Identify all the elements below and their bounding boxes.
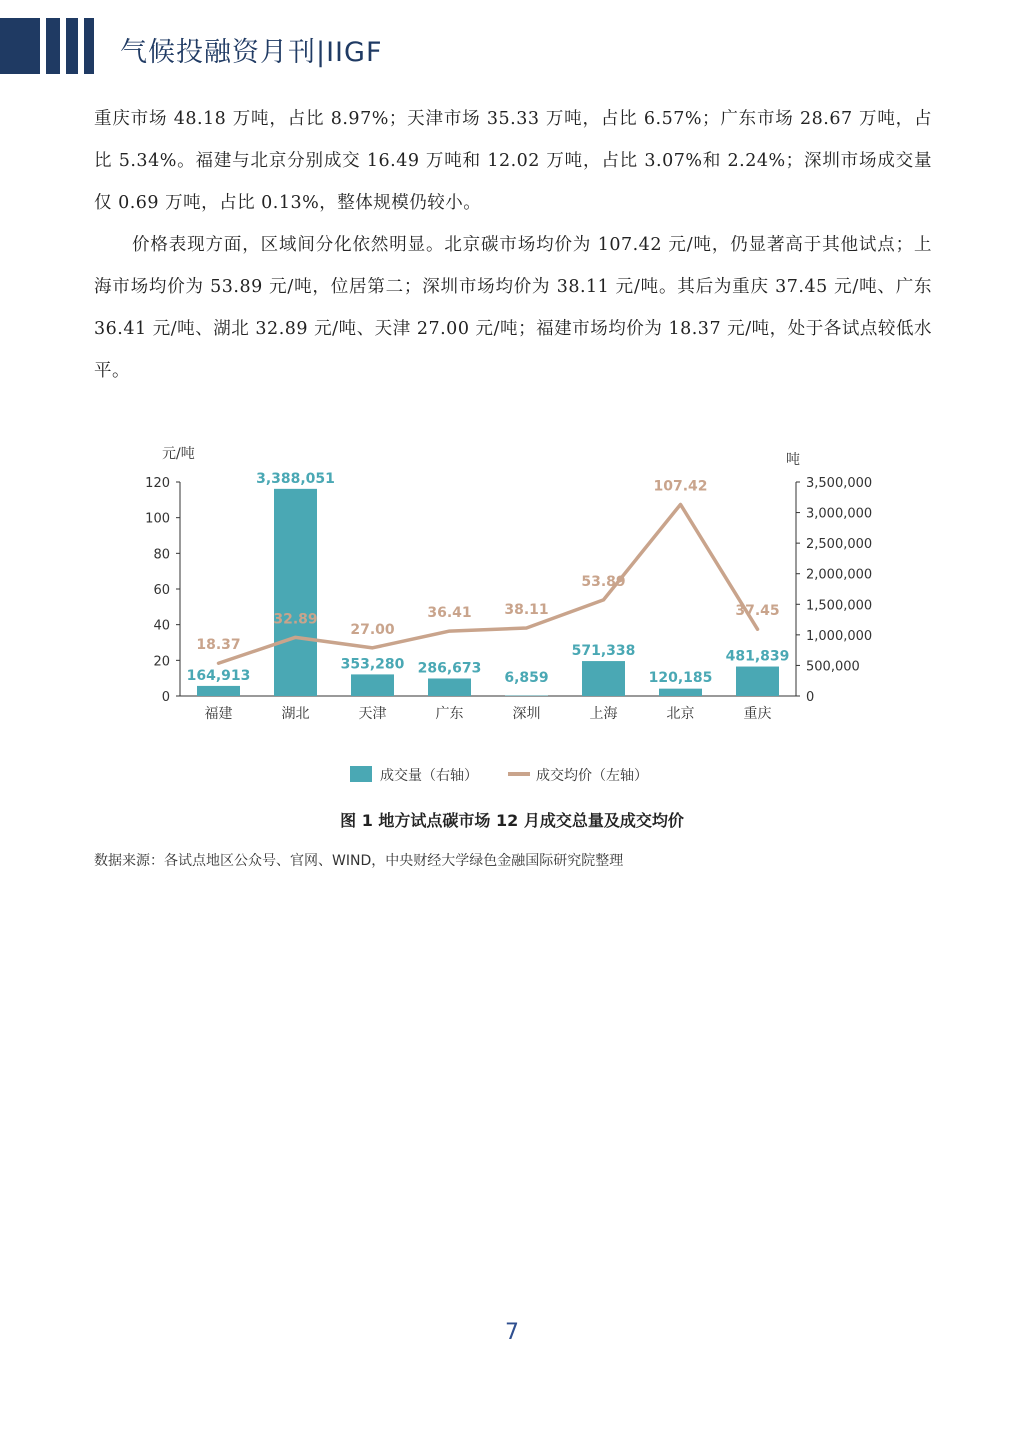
- paragraph: 价格表现方面，区域间分化依然明显。北京碳市场均价为 107.42 元/吨，仍显著高于其他试点；上海市场均价为 53.89 元/吨，位居第二；深圳市场均价为 38.11 元/吨。其后为重庆 37.45 元/吨、广东 36.41 元/吨、湖北 32.89 元/吨、天津 27.00 元/吨；福建市场均价为 18.37 元/吨，处于各试点较低水平。: [94, 235, 932, 381]
- figure-caption: 图 1 地方试点碳市场 12 月成交总量及成交均价: [340, 811, 684, 830]
- left-tick-label: 120: [145, 476, 170, 491]
- x-tick-label: 湖北: [281, 706, 310, 722]
- right-tick-label: 500,000: [806, 659, 860, 675]
- x-tick-label: 天津: [358, 706, 387, 722]
- right-tick-label: 1,500,000: [806, 598, 873, 614]
- header-decor-bar: [84, 18, 94, 74]
- price-data-label: 38.11: [504, 602, 549, 619]
- x-tick-label: 福建: [204, 706, 233, 722]
- volume-data-label: 481,839: [725, 648, 790, 665]
- volume-bar: [659, 689, 702, 696]
- left-tick-label: 80: [153, 547, 170, 563]
- right-tick-label: 3,500,000: [806, 476, 873, 491]
- price-data-label: 107.42: [653, 478, 708, 495]
- left-tick-label: 100: [145, 511, 170, 527]
- x-tick-label: 上海: [589, 706, 618, 722]
- volume-data-label: 353,280: [340, 656, 405, 673]
- right-tick-label: 1,000,000: [806, 628, 873, 644]
- price-data-label: 32.89: [273, 611, 318, 628]
- x-tick-label: 北京: [666, 706, 695, 722]
- right-axis-unit: 吨: [786, 452, 800, 468]
- volume-data-label: 286,673: [417, 660, 482, 677]
- legend-bar-swatch: [350, 766, 372, 782]
- legend-bar-label: 成交量（右轴）: [380, 768, 478, 784]
- price-data-label: 36.41: [427, 605, 472, 622]
- price-data-label: 27.00: [350, 621, 395, 638]
- left-tick-label: 40: [153, 618, 170, 634]
- legend-line-label: 成交均价（左轴）: [536, 768, 648, 784]
- left-axis-unit: 元/吨: [162, 446, 195, 462]
- volume-bar: [428, 678, 471, 696]
- volume-data-label: 571,338: [571, 643, 636, 660]
- price-data-label: 53.89: [581, 573, 626, 590]
- right-tick-label: 2,500,000: [806, 537, 873, 553]
- chart: [140, 436, 880, 798]
- volume-data-label: 120,185: [648, 670, 713, 686]
- body-text: [94, 98, 932, 392]
- volume-bar: [274, 489, 317, 696]
- page-header: [0, 0, 1024, 90]
- left-tick-label: 0: [161, 690, 170, 705]
- volume-bar: [582, 661, 625, 696]
- price-data-label: 18.37: [196, 637, 241, 654]
- left-tick-label: 20: [153, 654, 170, 670]
- x-tick-label: 重庆: [743, 706, 772, 722]
- page-number: 7: [505, 1320, 519, 1345]
- header-decor-bar: [0, 18, 40, 74]
- header-title: 气候投融资月刊|IIGF: [120, 37, 383, 68]
- volume-data-label: 6,859: [504, 670, 549, 686]
- price-data-label: 37.45: [735, 603, 780, 620]
- volume-bar: [736, 667, 779, 696]
- volume-data-label: 3,388,051: [256, 470, 335, 487]
- header-decor-bar: [46, 18, 60, 74]
- left-tick-label: 60: [153, 583, 170, 598]
- right-tick-label: 0: [806, 690, 815, 705]
- right-tick-label: 2,000,000: [806, 567, 873, 583]
- header-decor-bar: [66, 18, 78, 74]
- volume-bar: [351, 674, 394, 696]
- volume-bar: [197, 686, 240, 696]
- right-tick-label: 3,000,000: [806, 506, 873, 522]
- paragraph: 重庆市场 48.18 万吨，占比 8.97%；天津市场 35.33 万吨，占比 6.57%；广东市场 28.67 万吨，占比 5.34%。福建与北京分别成交 16.49 万吨和 12.02 万吨，占比 3.07%和 2.24%；深圳市场成交量仅 0.69 万吨，占比 0.13%，整体规模仍较小。: [94, 109, 932, 213]
- x-tick-label: 广东: [435, 706, 464, 722]
- data-source: 数据来源：各试点地区公众号、官网、WIND，中央财经大学绿色金融国际研究院整理: [94, 853, 624, 869]
- x-tick-label: 深圳: [512, 706, 541, 722]
- volume-data-label: 164,913: [186, 667, 251, 684]
